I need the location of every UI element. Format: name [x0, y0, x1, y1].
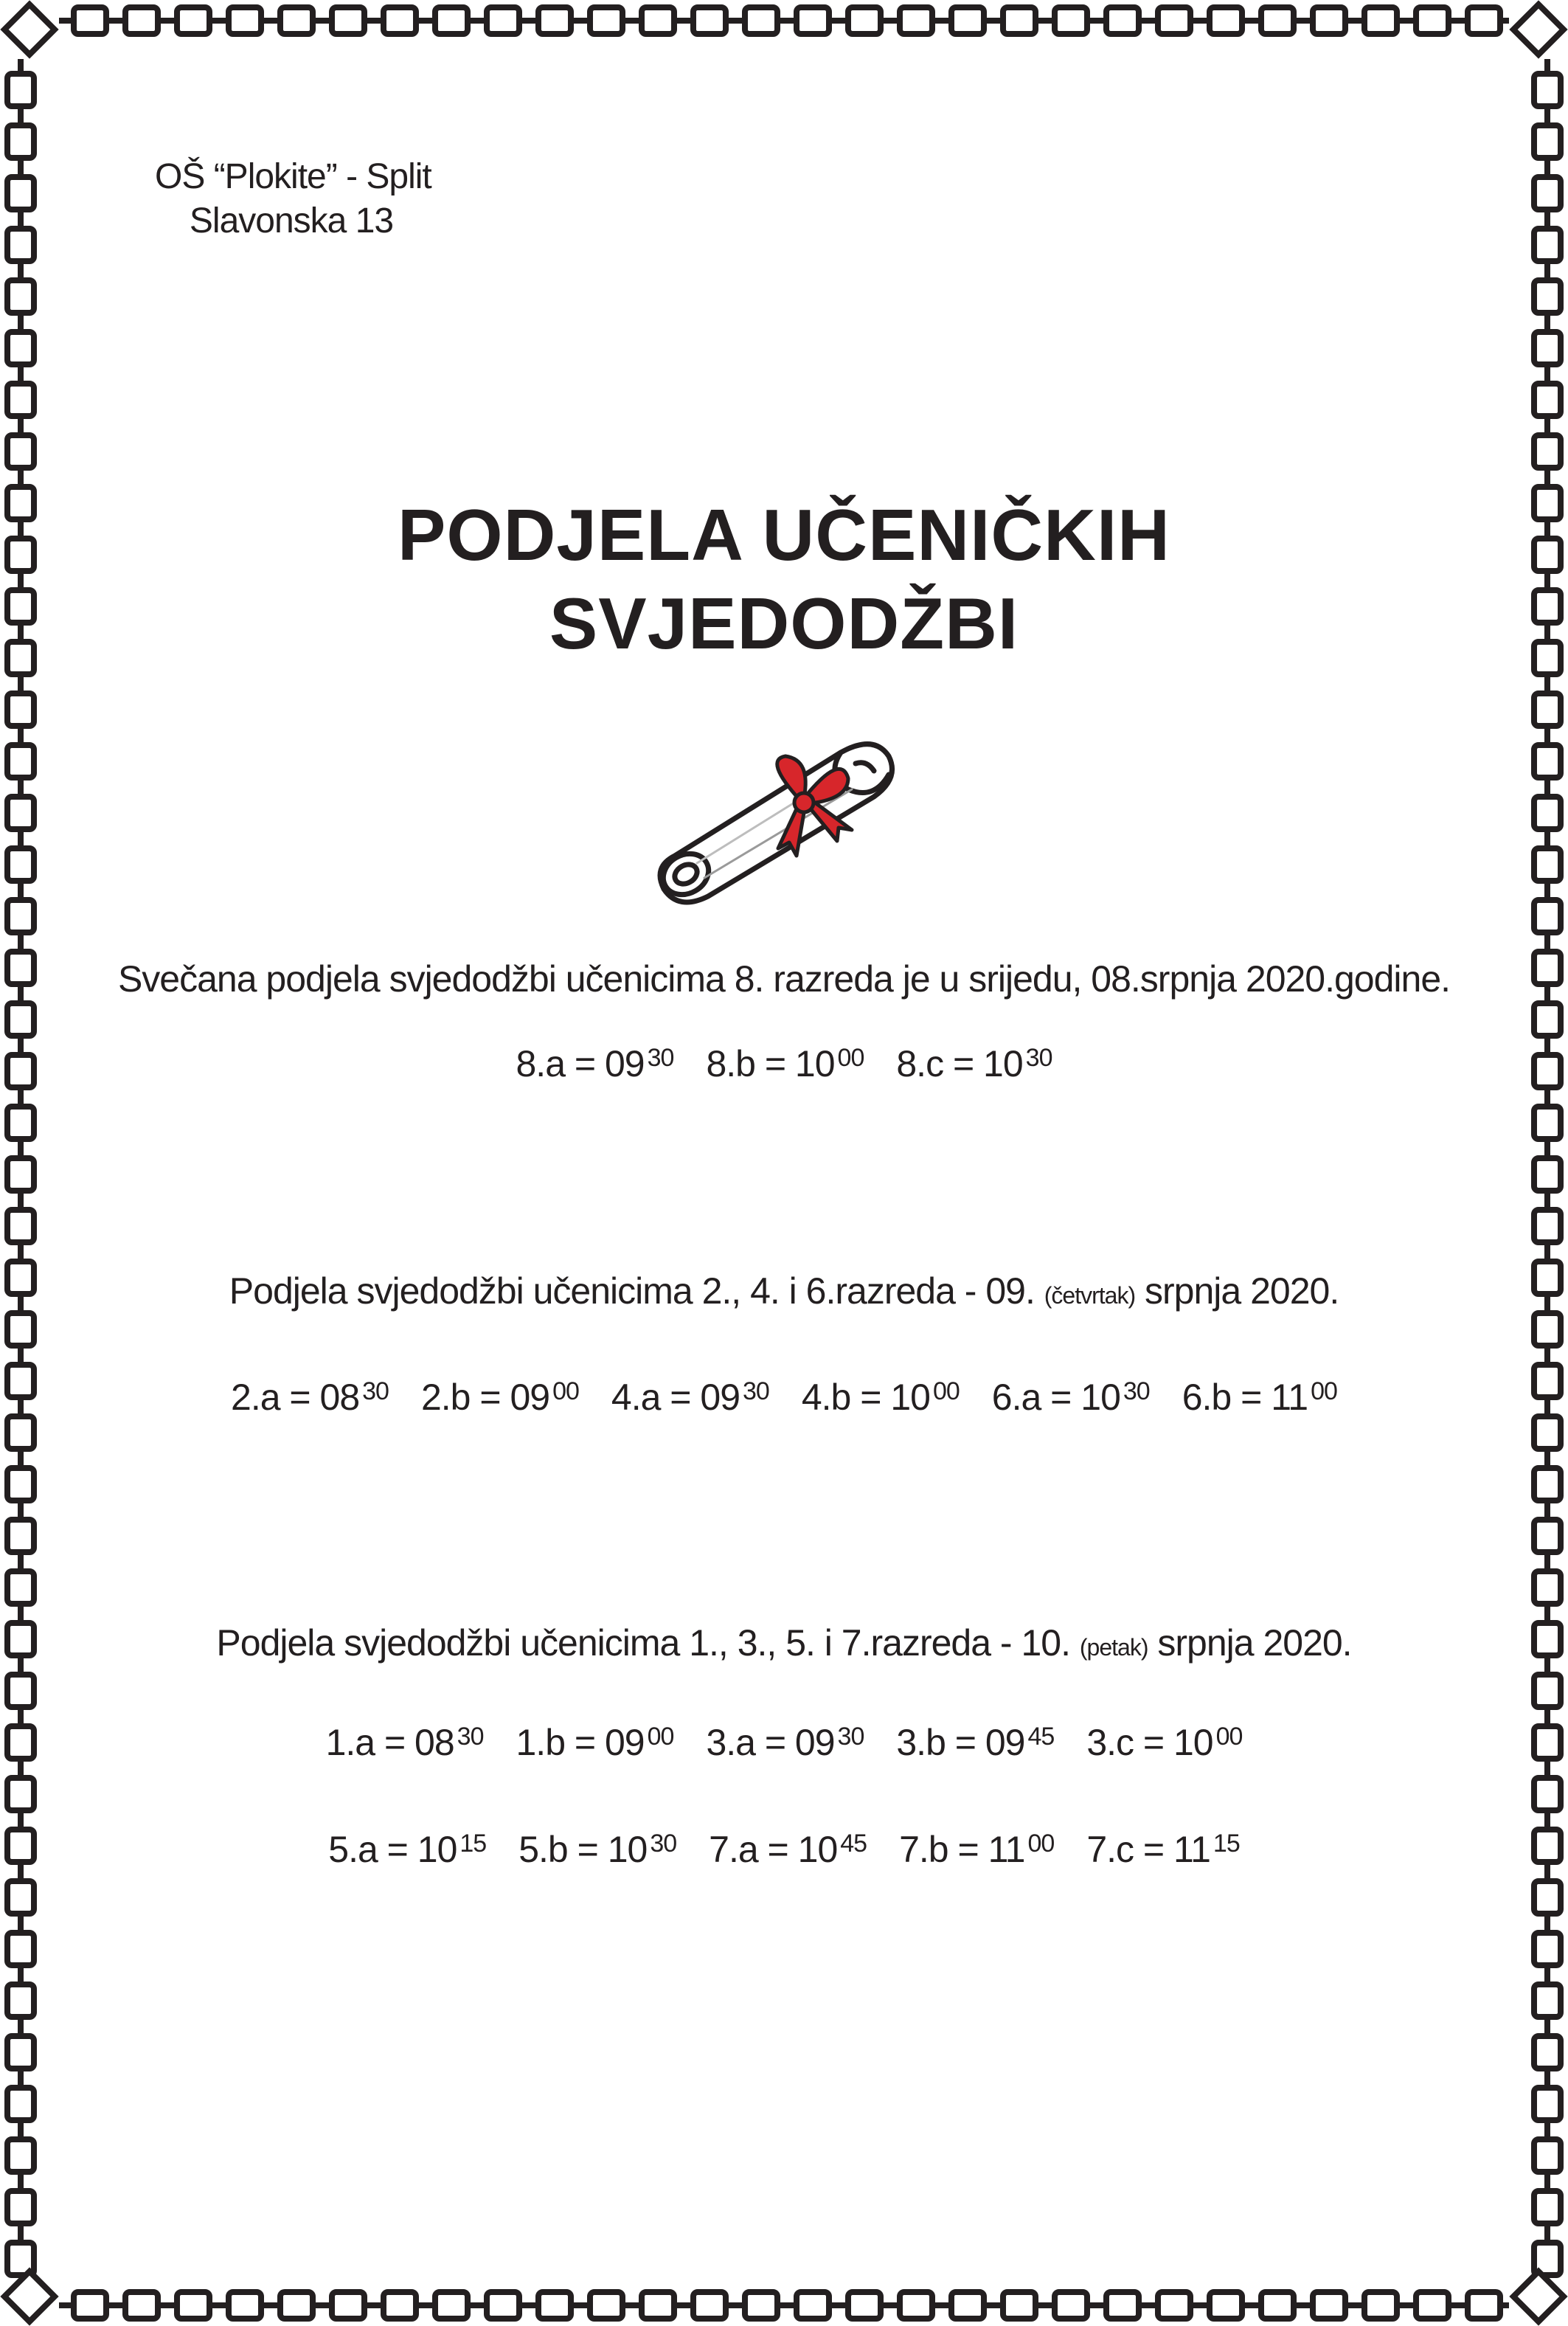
class-time [706, 1040, 864, 1087]
section-3-day: (petak) [1079, 1634, 1148, 1661]
section-1-text [0, 955, 1568, 1003]
section-2-month: srpnja 2020. [1145, 1270, 1339, 1312]
school-address: Slavonska 13 [189, 201, 394, 240]
class-time-hour: 3.a = 09 [706, 1722, 835, 1763]
class-time [899, 1826, 1054, 1873]
class-time-minutes: 15 [1213, 1830, 1240, 1858]
class-time [326, 1719, 484, 1766]
class-time-minutes: 30 [457, 1723, 484, 1751]
class-time [231, 1374, 389, 1421]
class-time-hour: 3.b = 09 [896, 1722, 1025, 1763]
class-time-minutes: 45 [1027, 1723, 1055, 1751]
section-3-sentence: Podjela svjedodžbi učenicima 1., 3., 5. i 7.razreda - 10. [216, 1622, 1070, 1664]
class-time [896, 1040, 1052, 1087]
class-time [421, 1374, 579, 1421]
class-time-hour: 7.b = 11 [899, 1829, 1025, 1870]
school-header [155, 155, 431, 243]
class-time-minutes: 00 [837, 1044, 864, 1072]
diploma-scroll-with-red-bow-icon [653, 730, 907, 907]
class-time-minutes: 00 [932, 1377, 960, 1405]
section-1-times [0, 1040, 1568, 1087]
class-time-minutes: 15 [459, 1830, 487, 1858]
page-title-line-2: SVJEDODŽBI [549, 583, 1019, 664]
section-3-month: srpnja 2020. [1157, 1622, 1352, 1664]
section-2-sentence: Podjela svjedodžbi učenicima 2., 4. i 6.razreda - 09. [229, 1270, 1035, 1312]
class-time [896, 1719, 1054, 1766]
class-time-hour: 7.a = 10 [709, 1829, 838, 1870]
section-3-text [0, 1619, 1568, 1671]
class-time-hour: 8.a = 09 [516, 1043, 645, 1084]
class-time-hour: 7.c = 11 [1086, 1829, 1210, 1870]
class-time-minutes: 30 [1123, 1377, 1150, 1405]
class-time [802, 1374, 960, 1421]
class-time-minutes: 30 [837, 1723, 864, 1751]
class-time-hour: 6.b = 11 [1182, 1377, 1308, 1418]
class-time [611, 1374, 769, 1421]
class-time-minutes: 00 [1027, 1830, 1055, 1858]
class-time [1086, 1719, 1242, 1766]
class-time [992, 1374, 1150, 1421]
class-time-hour: 2.b = 09 [420, 1377, 550, 1418]
class-time [1086, 1826, 1239, 1873]
class-time [516, 1719, 674, 1766]
class-time-hour: 4.a = 09 [611, 1377, 740, 1418]
class-time-hour: 8.c = 10 [896, 1043, 1023, 1084]
class-time-hour: 2.a = 08 [231, 1377, 360, 1418]
class-time-hour: 6.a = 10 [991, 1377, 1120, 1418]
class-time-minutes: 30 [362, 1377, 389, 1405]
section-2-text [0, 1267, 1568, 1319]
class-time-hour: 8.b = 10 [706, 1043, 835, 1084]
section-3-times-row-2 [0, 1826, 1568, 1873]
section-3-times-row-1 [0, 1719, 1568, 1766]
class-time [709, 1826, 867, 1873]
class-time-minutes: 30 [650, 1830, 677, 1858]
class-time-minutes: 30 [743, 1377, 769, 1405]
class-time-minutes: 00 [1311, 1377, 1337, 1405]
class-time-minutes: 00 [552, 1377, 579, 1405]
class-time-minutes: 30 [1025, 1044, 1052, 1072]
section-2-times [0, 1374, 1568, 1421]
class-time-minutes: 30 [647, 1044, 674, 1072]
class-time-hour: 4.b = 10 [801, 1377, 930, 1418]
class-time [1182, 1374, 1337, 1421]
class-time [328, 1826, 486, 1873]
class-time-hour: 3.c = 10 [1086, 1722, 1213, 1763]
class-time-hour: 5.a = 10 [328, 1829, 457, 1870]
page-title-line-1: PODJELA UČENIČKIH [398, 494, 1170, 575]
class-time [706, 1719, 864, 1766]
class-time-minutes: 00 [647, 1723, 674, 1751]
class-time [518, 1826, 676, 1873]
class-time-minutes: 00 [1215, 1723, 1243, 1751]
class-time-hour: 5.b = 10 [518, 1829, 648, 1870]
class-time-hour: 1.a = 08 [325, 1722, 454, 1763]
class-time-minutes: 45 [840, 1830, 867, 1858]
section-2-day: (četvrtak) [1044, 1282, 1136, 1309]
class-time-hour: 1.b = 09 [516, 1722, 645, 1763]
class-time [516, 1040, 674, 1087]
section-1-sentence: Svečana podjela svjedodžbi učenicima 8. razreda je u srijedu, 08.srpnja 2020.godine. [117, 958, 1451, 1000]
school-name: OŠ “Plokite” - Split [155, 157, 431, 196]
